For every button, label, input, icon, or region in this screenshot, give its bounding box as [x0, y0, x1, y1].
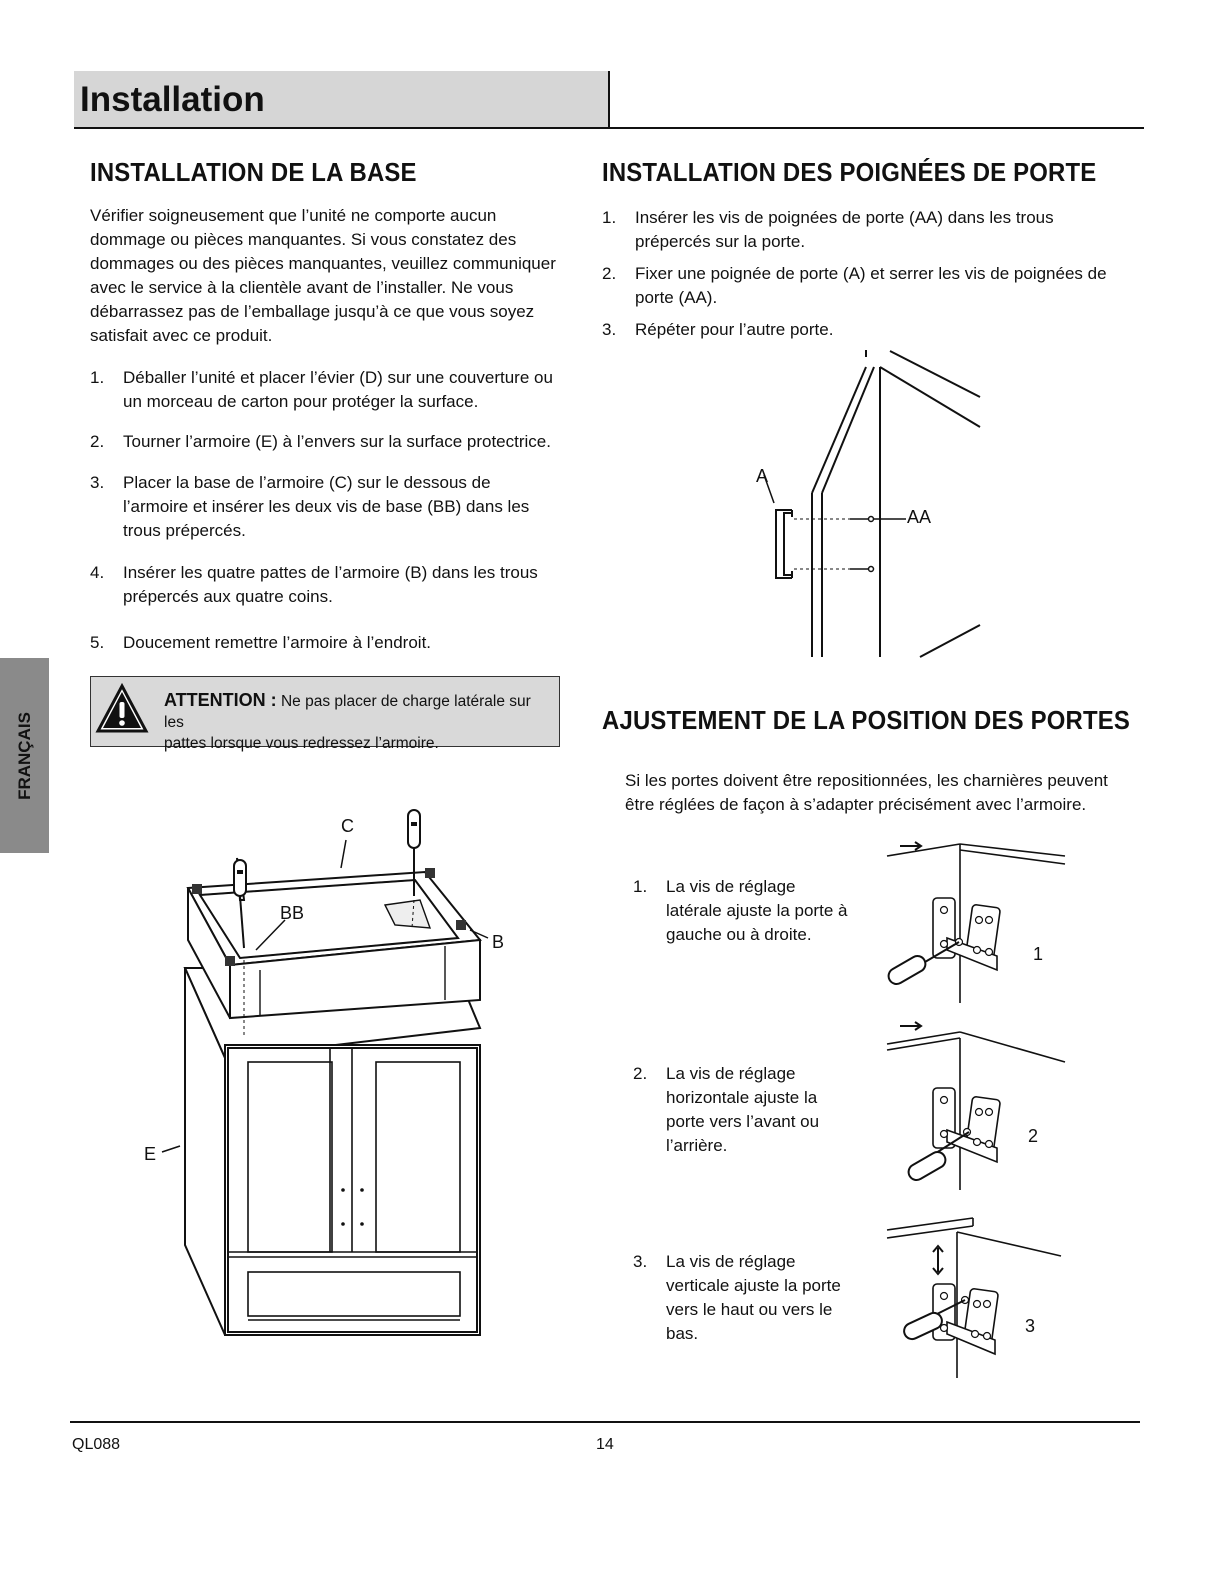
base-intro-line: Vérifier soigneusement que l’unité ne comporte aucun [90, 206, 497, 225]
label-bb: BB [280, 903, 305, 923]
step-number: 2. [633, 1064, 648, 1083]
header-divider [608, 71, 610, 129]
step-line: latérale ajuste la porte à [666, 901, 848, 920]
step-line: prépercés aux quatre coins. [123, 587, 333, 606]
label-a: A [756, 466, 769, 486]
step-line: porte vers l’avant ou [666, 1112, 820, 1131]
hinge-fig-label-1: 1 [1033, 944, 1044, 964]
step-number: 2. [90, 432, 105, 451]
warning-label: ATTENTION : [164, 690, 277, 710]
hinge-fig-label-2: 2 [1028, 1126, 1039, 1146]
step-line: La vis de réglage [666, 1252, 796, 1271]
step-line: l’armoire et insérer les deux vis de base (BB) dans les [123, 497, 530, 516]
step-line: l’arrière. [666, 1136, 728, 1155]
base-intro-line: satisfait avec ce produit. [90, 326, 273, 345]
warning-line-2: pattes lorsque vous redressez l’armoire. [164, 735, 439, 752]
doors-section-title: AJUSTEMENT DE LA POSITION DES PORTES [602, 705, 1131, 735]
step-line: prépercés sur la porte. [635, 232, 806, 251]
step-line: Insérer les quatre pattes de l’armoire (B) dans les trous [123, 563, 538, 582]
doors-intro-line: Si les portes doivent être repositionnées, les charnières peuvent [625, 771, 1108, 790]
language-tab-label: FRANÇAIS [14, 711, 34, 800]
warning-text [164, 690, 554, 754]
step-line: La vis de réglage [666, 1064, 796, 1083]
doors-intro [625, 769, 1108, 817]
base-section-title: INSTALLATION DE LA BASE [90, 157, 417, 187]
model-number: QL088 [72, 1436, 121, 1453]
warning-line-1: Ne pas placer de charge latérale sur les [164, 693, 531, 731]
hinge-illustration-3 [885, 1210, 1070, 1380]
step-number: 2. [602, 264, 617, 283]
step-line: Déballer l’unité et placer l’évier (D) sur une couverture ou [123, 368, 553, 387]
base-intro-line: débarrassez pas de l’emballage jusqu’à ce que vous soyez [90, 302, 535, 321]
page-number: 14 [596, 1436, 614, 1453]
language-tab-label-wrap [0, 658, 49, 853]
hinge-fig-label-3: 3 [1025, 1316, 1036, 1336]
step-line: Répéter pour l’autre porte. [635, 320, 834, 339]
step-number: 4. [90, 563, 105, 582]
step-line: Doucement remettre l’armoire à l’endroit. [123, 633, 432, 652]
warning-triangle-icon [95, 683, 149, 737]
step-line: La vis de réglage [666, 877, 796, 896]
step-line: Tourner l’armoire (E) à l’envers sur la surface protectrice. [123, 432, 551, 451]
step-line: horizontale ajuste la [666, 1088, 818, 1107]
step-line: Fixer une poignée de porte (A) et serrer les vis de poignées de [635, 264, 1107, 283]
step-line: porte (AA). [635, 288, 718, 307]
label-b: B [492, 932, 505, 952]
step-line: gauche ou à droite. [666, 925, 812, 944]
base-intro-line: avec le service à la clientèle avant de l’installer. Ne vous [90, 278, 514, 297]
step-line: trous prépercés. [123, 521, 246, 540]
step-number: 1. [90, 368, 105, 387]
step-number: 3. [602, 320, 617, 339]
step-line: verticale ajuste la porte [666, 1276, 841, 1295]
cabinet-base-illustration [140, 800, 520, 1340]
base-intro-line: dommage ou pièces manquantes. Si vous constatez des [90, 230, 517, 249]
hinge-illustration-1 [885, 838, 1070, 1003]
hinge-illustration-2 [885, 1020, 1070, 1190]
label-c: C [341, 816, 354, 836]
label-aa: AA [907, 507, 932, 527]
step-number: 1. [602, 208, 617, 227]
step-number: 1. [633, 877, 648, 896]
step-line: Placer la base de l’armoire (C) sur le dessous de [123, 473, 491, 492]
label-e: E [144, 1144, 157, 1164]
step-line: un morceau de carton pour protéger la surface. [123, 392, 479, 411]
step-line: Insérer les vis de poignées de porte (AA) dans les trous [635, 208, 1054, 227]
step-number: 3. [90, 473, 105, 492]
door-handle-illustration [740, 345, 1000, 660]
page-title: Installation [80, 80, 265, 119]
doors-intro-line: être réglées de façon à s’adapter précisément avec l’armoire. [625, 795, 1087, 814]
step-number: 5. [90, 633, 105, 652]
handles-section-title: INSTALLATION DES POIGNÉES DE PORTE [602, 157, 1097, 187]
step-line: bas. [666, 1324, 699, 1343]
base-intro-line: dommages ou des pièces manquantes, veuillez communiquer [90, 254, 556, 273]
footer-rule [70, 1421, 1140, 1423]
base-intro [90, 204, 556, 348]
step-number: 3. [633, 1252, 648, 1271]
step-line: vers le haut ou vers le [666, 1300, 833, 1319]
